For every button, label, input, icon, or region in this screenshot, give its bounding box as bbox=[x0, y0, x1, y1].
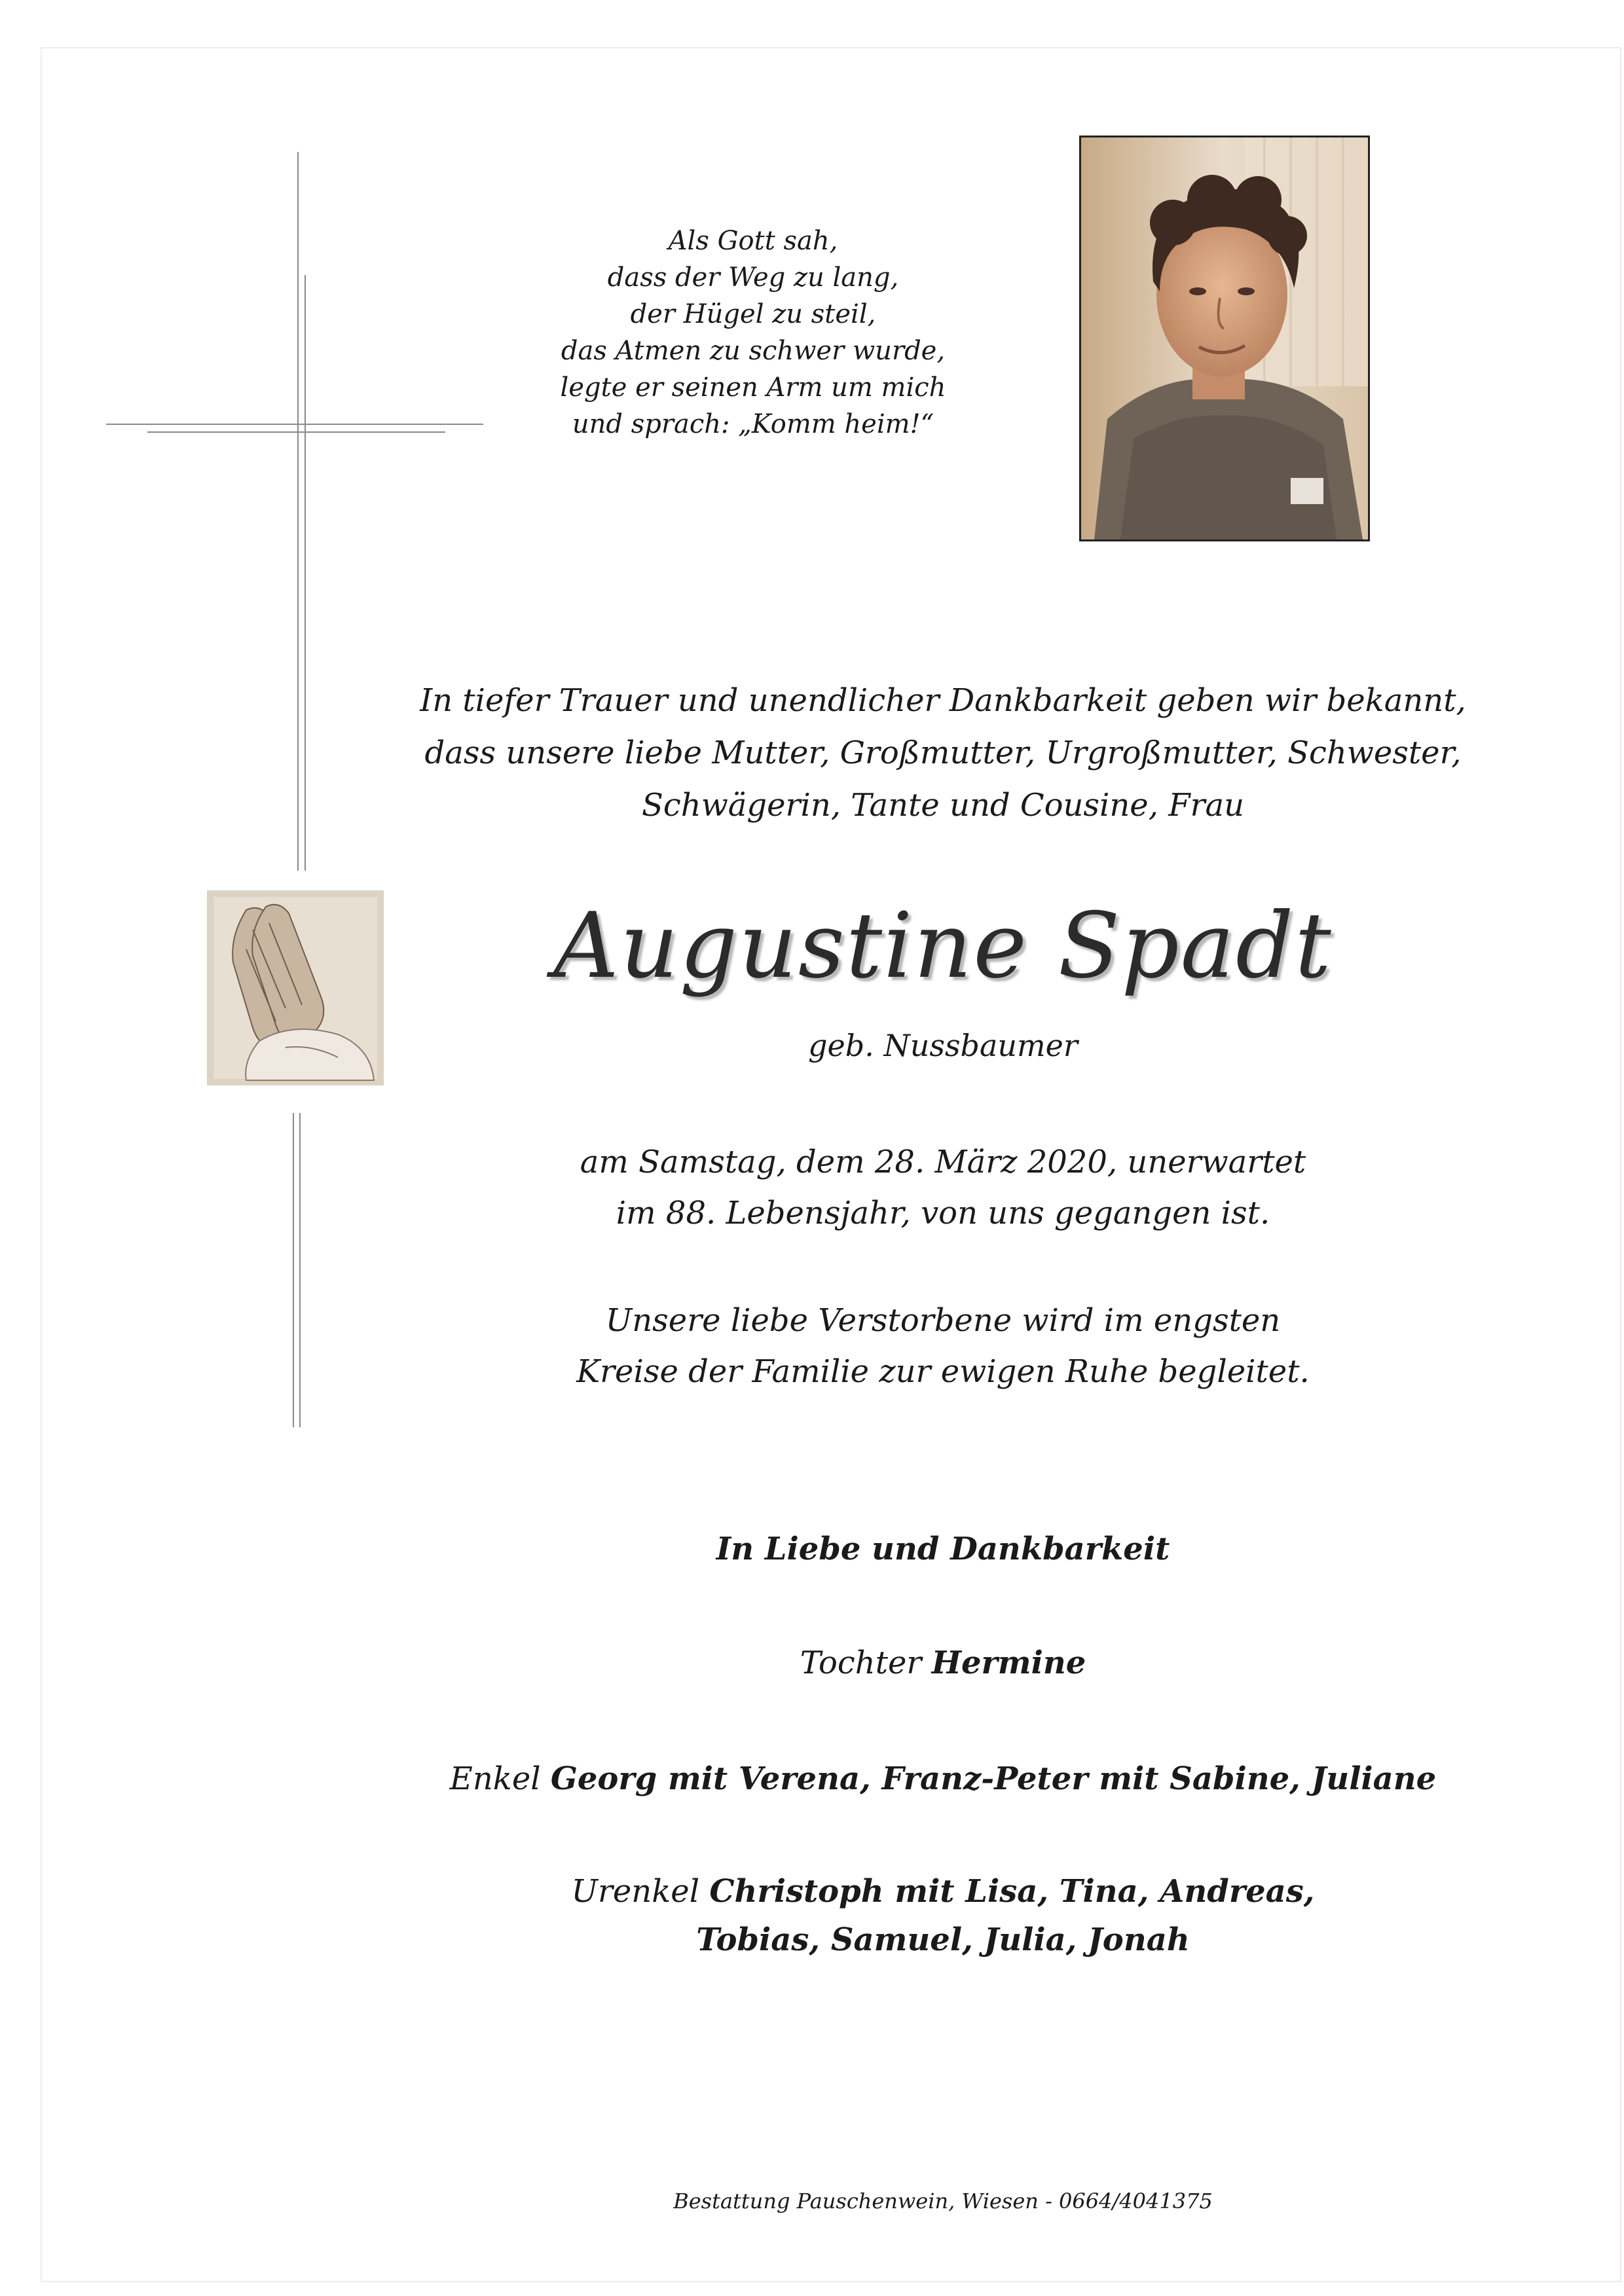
intro-line: In tiefer Trauer und unendlicher Dankbarkeit geben wir bekannt, bbox=[420, 682, 1466, 719]
poem-line: das Atmen zu schwer wurde, bbox=[561, 336, 946, 366]
intro-line: dass unsere liebe Mutter, Großmutter, Urgroßmutter, Schwester, bbox=[424, 735, 1462, 771]
family-great-grandchildren bbox=[393, 1867, 1493, 1964]
deceased-name: Augustine Spadt bbox=[553, 893, 1333, 998]
family-grandchildren bbox=[393, 1755, 1493, 1803]
praying-hands-icon bbox=[207, 890, 384, 1085]
signoff: In Liebe und Dankbarkeit bbox=[716, 1531, 1170, 1567]
relative-names: Hermine bbox=[931, 1645, 1086, 1681]
relation-label: Tochter bbox=[800, 1645, 922, 1681]
relative-names: Georg mit Verena, Franz-Peter mit Sabine, Juliane bbox=[550, 1760, 1437, 1797]
poem bbox=[458, 223, 1048, 443]
poem-line: Als Gott sah, bbox=[668, 226, 838, 256]
poem-line: und sprach: „Komm heim!“ bbox=[572, 409, 934, 439]
poem-line: legte er seinen Arm um mich bbox=[560, 373, 946, 403]
relative-names: Christoph mit Lisa, Tina, Andreas, bbox=[709, 1873, 1315, 1910]
death-line: am Samstag, dem 28. März 2020, unerwartet bbox=[580, 1144, 1306, 1180]
death-notice bbox=[458, 1137, 1428, 1239]
portrait-image bbox=[1081, 137, 1368, 539]
maiden-name: geb. Nussbaumer bbox=[808, 1028, 1078, 1063]
portrait-photo bbox=[1079, 136, 1370, 541]
burial-line: Unsere liebe Verstorbene wird im engsten bbox=[605, 1302, 1281, 1339]
family-daughter bbox=[393, 1639, 1493, 1687]
burial-line: Kreise der Familie zur ewigen Ruhe begleitet. bbox=[576, 1353, 1310, 1390]
announcement-intro bbox=[393, 674, 1493, 831]
poem-line: dass der Weg zu lang, bbox=[607, 263, 899, 293]
burial-notice bbox=[458, 1295, 1428, 1397]
relative-names: Tobias, Samuel, Julia, Jonah bbox=[696, 1922, 1190, 1958]
death-line: im 88. Lebensjahr, von uns gegangen ist. bbox=[616, 1195, 1270, 1231]
poem-line: der Hügel zu steil, bbox=[630, 299, 876, 329]
intro-line: Schwägerin, Tante und Cousine, Frau bbox=[642, 787, 1244, 824]
relation-label: Urenkel bbox=[571, 1873, 700, 1910]
relation-label: Enkel bbox=[449, 1760, 541, 1797]
funeral-home-footer: Bestattung Pauschenwein, Wiesen - 0664/4041375 bbox=[673, 2189, 1213, 2214]
family-line bbox=[393, 1867, 1493, 1916]
